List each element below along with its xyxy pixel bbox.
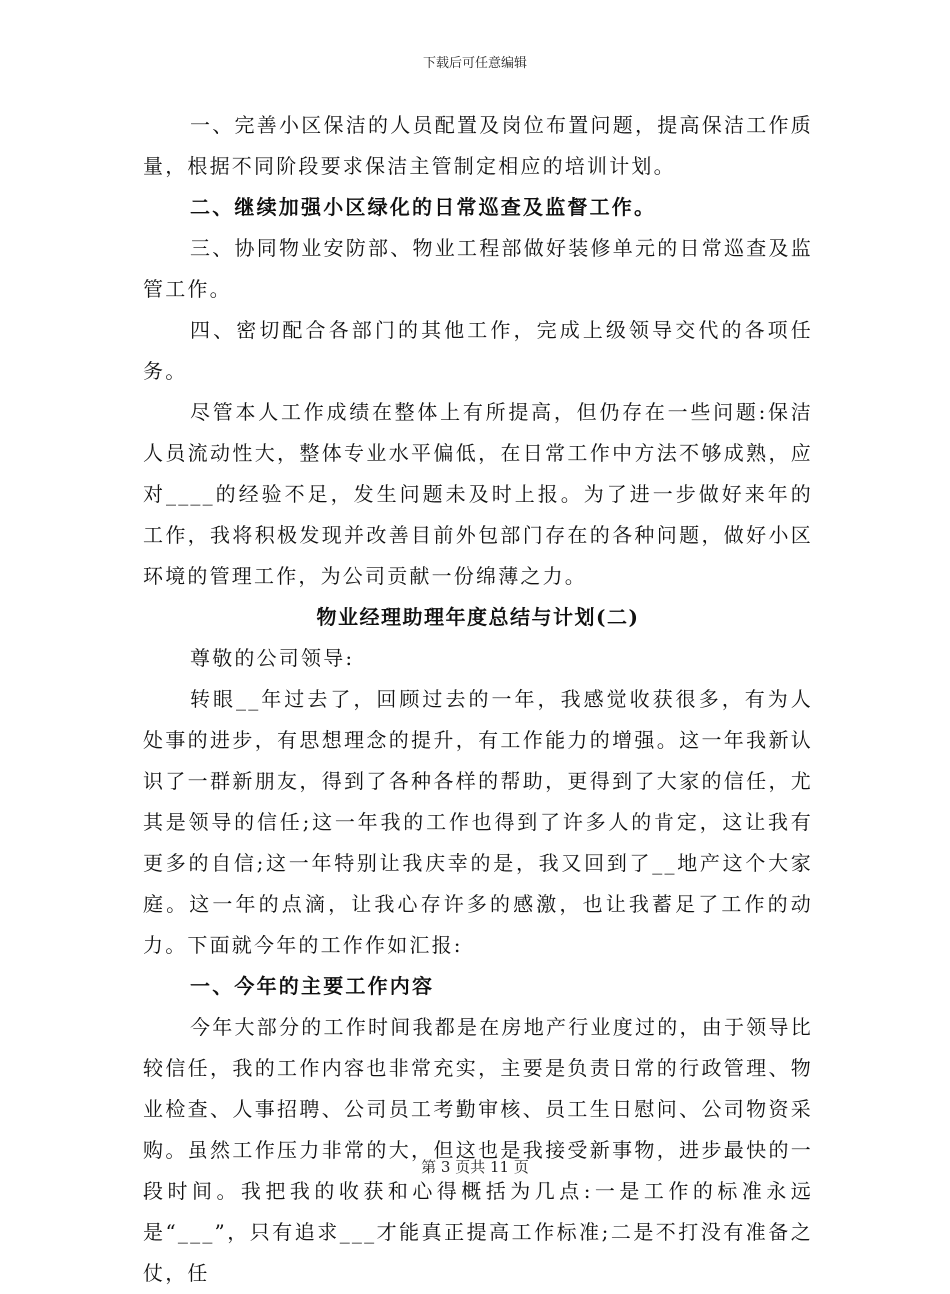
section-title: 物业经理助理年度总结与计划(二) [316,605,640,629]
paragraph-main-work: 今年大部分的工作时间我都是在房地产行业度过的，由于领导比较信任，我的工作内容也非常充实，主要是负责日常的行政管理、物业检查、人事招聘、公司员工考勤审核、员工生日慰问、公司物资采购。虽然工作压力非常的大，但这也是我接受新事物，进步最快的一段时间。我把我的收获和心得概括为几点:一是工作的标准永远是“___”，只有追求___才能真正提高工作标准;二是不打没有准备之仗，任 [143,1015,813,1285]
paragraph-intro: 转眼__年过去了，回顾过去的一年，我感觉收获很多，有为人处事的进步，有思想理念的提升，有工作能力的增强。这一年我新认识了一群新朋友，得到了各种各样的帮助，更得到了大家的信任，尤其是领导的信任;这一年我的工作也得到了许多人的肯定，这让我有更多的自信;这一年特别让我庆幸的是，我又回到了__地产这个大家庭。这一年的点滴，让我心存许多的感激，也让我蓄足了工作的动力。下面就今年的工作作如汇报: [143,687,813,957]
paragraph-item-3: 三、协同物业安防部、物业工程部做好装修单元的日常巡查及监管工作。 [143,236,813,301]
salutation: 尊敬的公司领导: [190,646,355,670]
paragraph-item-4: 四、密切配合各部门的其他工作，完成上级领导交代的各项任务。 [143,318,813,383]
page-header: 下载后可任意编辑 [422,56,527,71]
subheading-main-work: 一、今年的主要工作内容 [190,974,435,998]
page-footer: 第 3 页共 11 页 [421,1158,529,1176]
paragraph-problems: 尽管本人工作成绩在整体上有所提高，但仍存在一些问题:保洁人员流动性大，整体专业水平偏低，在日常工作中方法不够成熟，应对____的经验不足，发生问题未及时上报。为了进一步做好来年的工作，我将积极发现并改善目前外包部门存在的各种问题，做好小区环境的管理工作，为公司贡献一份绵薄之力。 [143,400,813,588]
document-body [143,105,813,1294]
paragraph-item-2-heading: 二、继续加强小区绿化的日常巡查及监督工作。 [190,195,657,219]
paragraph-item-1: 一、完善小区保洁的人员配置及岗位布置问题，提高保洁工作质量，根据不同阶段要求保洁主管制定相应的培训计划。 [143,113,813,178]
